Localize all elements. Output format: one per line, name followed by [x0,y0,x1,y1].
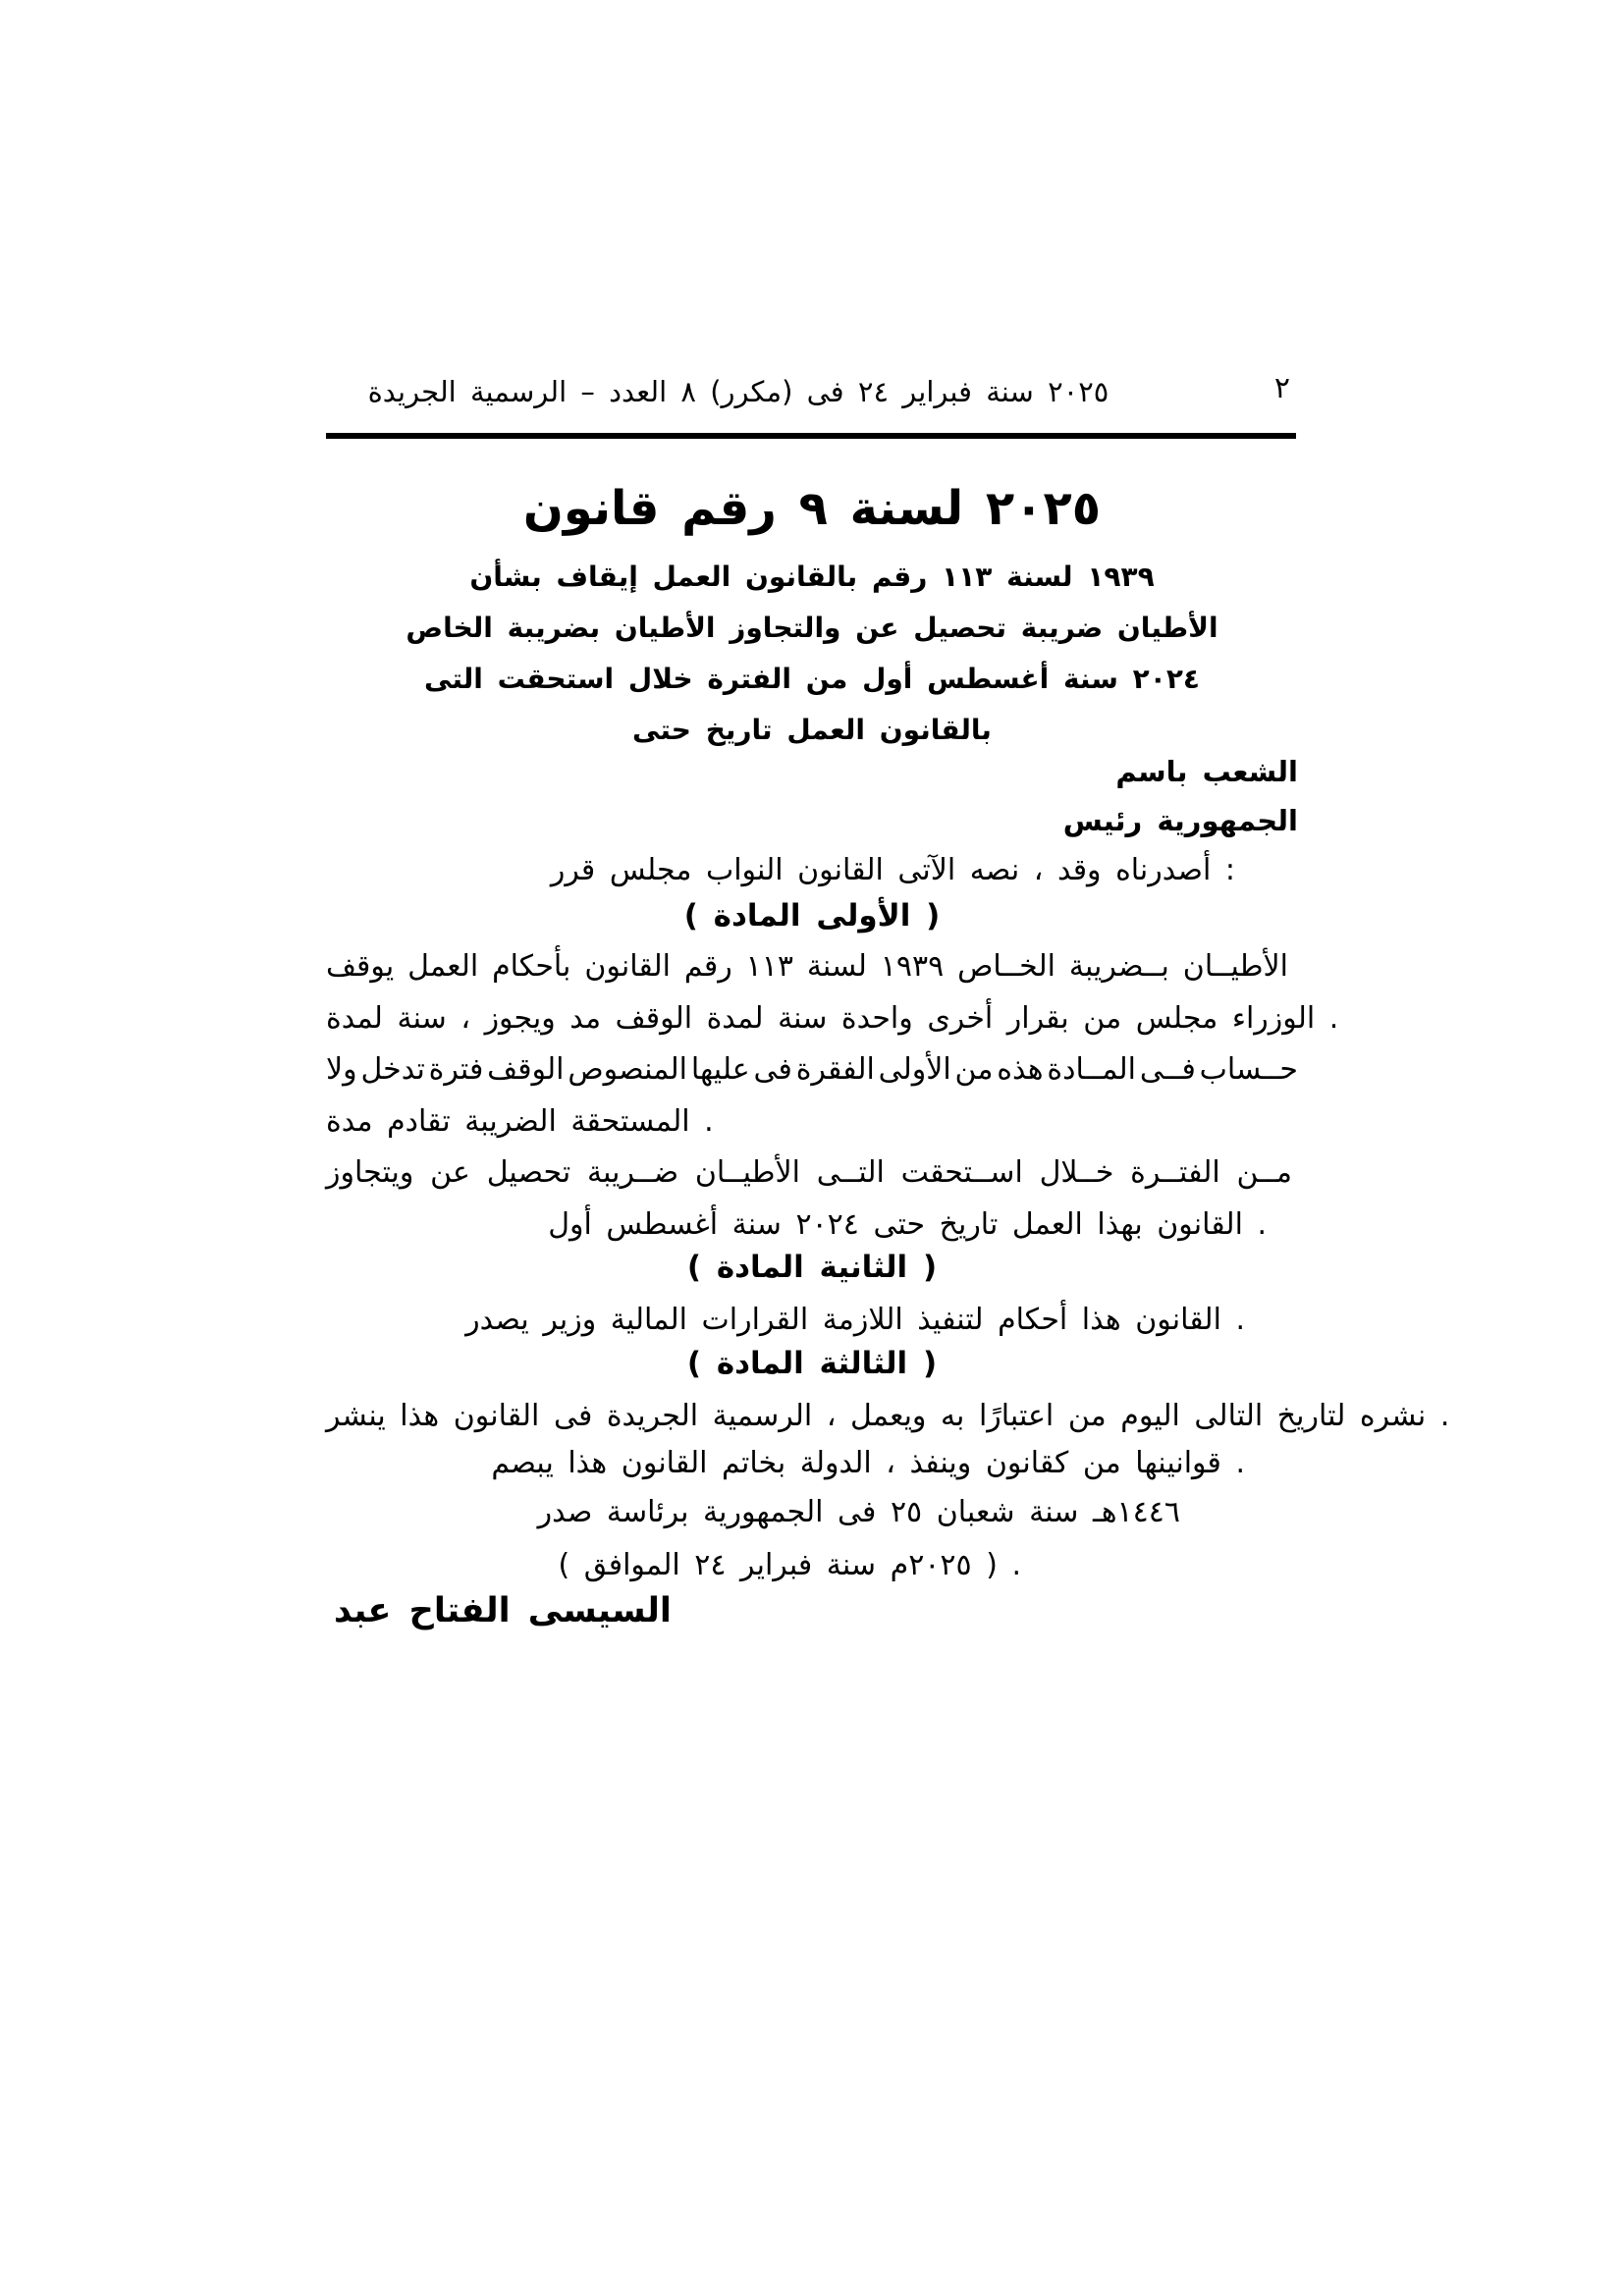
president-of-republic-line: رئيس الجمهورية [1062,804,1298,837]
article-2-text: يصدر وزير المالية القرارات اللازمة لتنفيذ أحكام هذا القانون . [465,1303,1245,1337]
article-1-line-2: لمدة سنة ، ويجوز مد الوقف لمدة سنة واحدة أخرى بقرار من مجلس الوزراء . [326,1001,1339,1036]
article-3-heading: ( المادة الثالثة ) [686,1346,938,1381]
page-number: ٢ [1273,371,1290,405]
preamble-line: قرر مجلس النواب القانون الآتى نصه ، وقد أصدرناه : [550,853,1235,887]
article-1-line-6: أول أغسطس سنة ٢٠٢٤ حتى تاريخ العمل بهذا القانون . [548,1207,1267,1242]
law-subtitle-line-1: بشأن إيقاف العمل بالقانون رقم ١١٣ لسنة ١٩٣٩ [469,561,1155,593]
article-3-line-1: ينشر هذا القانون فى الجريدة الرسمية ، ويعمل به اعتبارًا من اليوم التالى لتاريخ نشره . [326,1399,1450,1433]
law-title: قانون رقم ٩ لسنة ٢٠٢٥ [522,481,1102,536]
issued-at-presidency-line: صدر برئاسة الجمهورية فى ٢٥ شعبان سنة ١٤٤٦هـ [537,1495,1180,1529]
law-subtitle-line-4: حتى تاريخ العمل بالقانون [632,714,992,746]
president-signature: عبد الفتاح السيسى [334,1591,672,1630]
in-the-name-of-the-people: باسم الشعب [1115,755,1298,788]
article-1-line-4: مدة تقادم الضريبة المستحقة . [326,1104,714,1139]
gazette-content-column [326,0,1450,2296]
article-1-line-3: ولا تدخل فترة الوقف المنصوص عليها فى الفقرة الأولى من هذه المــادة فــى حــساب [326,1052,1298,1087]
article-2-heading: ( المادة الثانية ) [686,1250,938,1285]
article-3-line-2: يبصم هذا القانون بخاتم الدولة ، وينفذ كقانون من قوانينها . [491,1446,1245,1480]
article-1-line-5: ويتجاوز عن تحصيل ضــريبة الأطيــان التــى اســتحقت خــلال الفتــرة مــن [326,1155,1292,1190]
article-1-heading: ( المادة الأولى ) [683,898,941,934]
law-subtitle-line-2: الخاص بضريبة الأطيان والتجاوز عن تحصيل ضريبة الأطيان [406,612,1218,644]
corresponding-date-line: ( الموافق ٢٤ فبراير سنة ٢٠٢٥م ) . [558,1548,1021,1582]
article-1-line-1: يوقف العمل بأحكام القانون رقم ١١٣ لسنة ١٩٣٩ الخــاص بــضريبة الأطيــان [326,949,1288,984]
law-subtitle-line-3: التى استحقت خلال الفترة من أول أغسطس سنة ٢٠٢٤ [423,663,1201,695]
gazette-header: الجريدة الرسمية – العدد ٨ (مكرر) فى ٢٤ فبراير سنة ٢٠٢٥ [367,375,1109,408]
header-divider-rule [326,433,1296,439]
